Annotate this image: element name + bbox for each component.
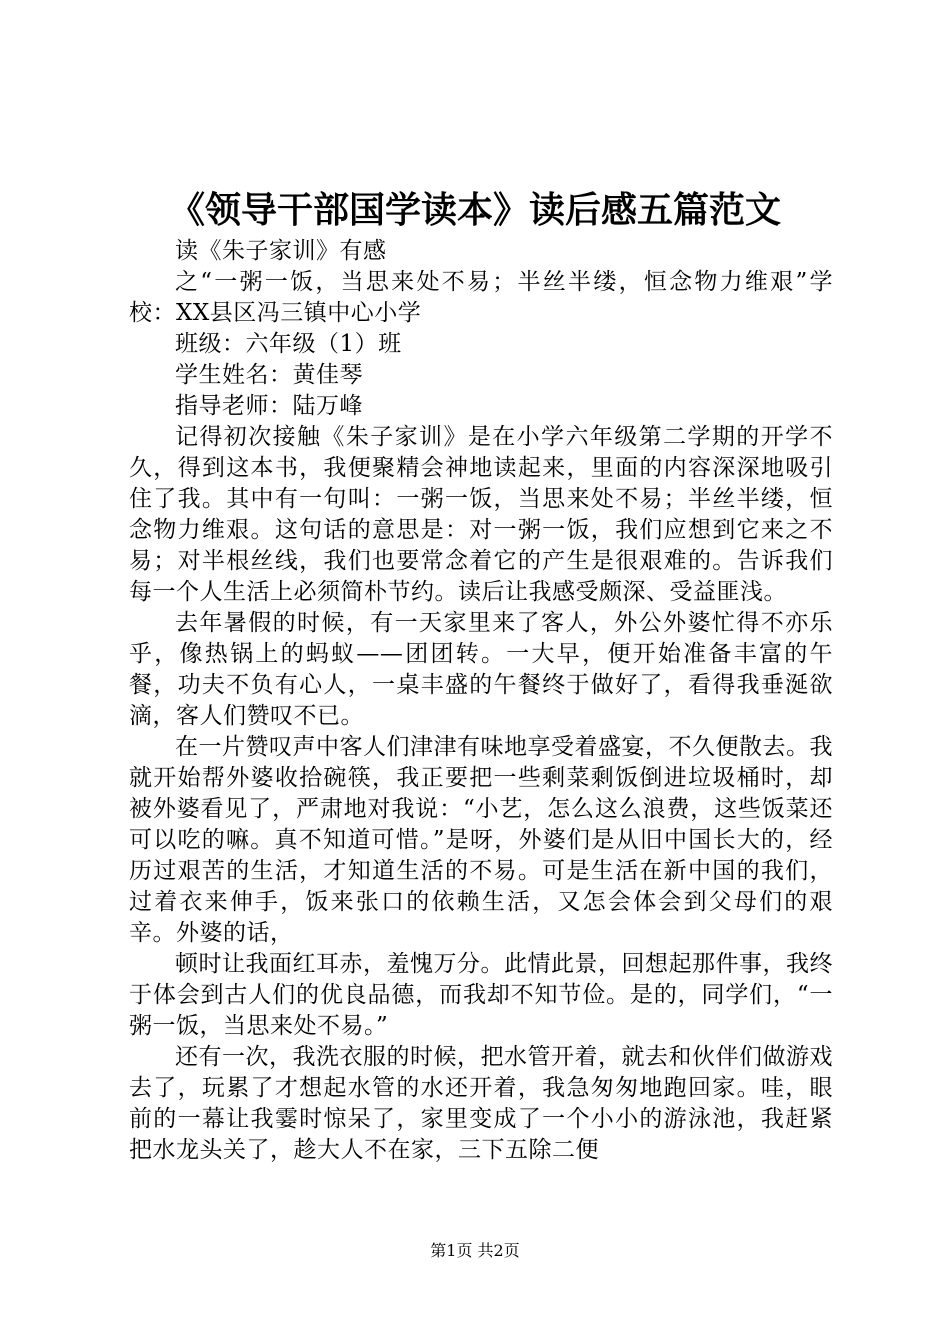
student-name-line: 学生姓名：黄佳琴 (175, 362, 363, 388)
paragraph: 顿时让我面红耳赤，羞愧万分。此情此景，回想起那件事，我终于体会到古人们的优良品德，而我却不知节俭。是的，同学们，“一粥一饭，当思来处不易。” (129, 951, 833, 1039)
essay-heading: 读《朱子家训》有感 (175, 238, 387, 264)
paragraph: 去年暑假的时候，有一天家里来了客人，外公外婆忙得不亦乐乎，像热锅上的蚂蚁——团团转。一大早，便开始准备丰富的午餐，功夫不负有心人，一桌丰盛的午餐终于做好了，看得我垂涎欲滴，客人们赞叹不已。 (129, 610, 833, 729)
teacher-line: 指导老师：陆万峰 (175, 393, 363, 419)
paragraph: 记得初次接触《朱子家训》是在小学六年级第二学期的开学不久，得到这本书，我便聚精会神地读起来，里面的内容深深地吸引住了我。其中有一句叫：一粥一饭，当思来处不易；半丝半缕，恒念物力维艰。这句话的意思是：对一粥一饭，我们应想到它来之不易；对半根丝线，我们也要常念着它的产生是很艰难的。告诉我们每一个人生活上必须简朴节约。读后让我感受颇深、受益匪浅。 (129, 424, 833, 605)
document-body (129, 236, 833, 1166)
essay-quote-and-school: 之“一粥一饭，当思来处不易；半丝半缕，恒念物力维艰”学校：XX县区冯三镇中心小学 (129, 269, 833, 326)
paragraph: 在一片赞叹声中客人们津津有味地享受着盛宴，不久便散去。我就开始帮外婆收拾碗筷，我正要把一些剩菜剩饭倒进垃圾桶时，却被外婆看见了，严肃地对我说：“小艺，怎么这么浪费，这些饭菜还可以吃的嘛。真不知道可惜。”是呀，外婆们是从旧中国长大的，经历过艰苦的生活，才知道生活的不易。可是生活在新中国的我们，过着衣来伸手，饭来张口的依赖生活，又怎会体会到父母们的艰辛。外婆的话， (129, 734, 833, 946)
paragraph: 还有一次，我洗衣服的时候，把水管开着，就去和伙伴们做游戏去了，玩累了才想起水管的水还开着，我急匆匆地跑回家。哇，眼前的一幕让我霎时惊呆了，家里变成了一个小小的游泳池，我赶紧把水龙头关了，趁大人不在家，三下五除二便 (129, 1044, 833, 1163)
document-title: 《领导干部国学读本》读后感五篇范文 (168, 189, 781, 231)
class-line: 班级：六年级（1）班 (175, 331, 402, 357)
page-number-footer: 第1页 共2页 (430, 1241, 520, 1260)
